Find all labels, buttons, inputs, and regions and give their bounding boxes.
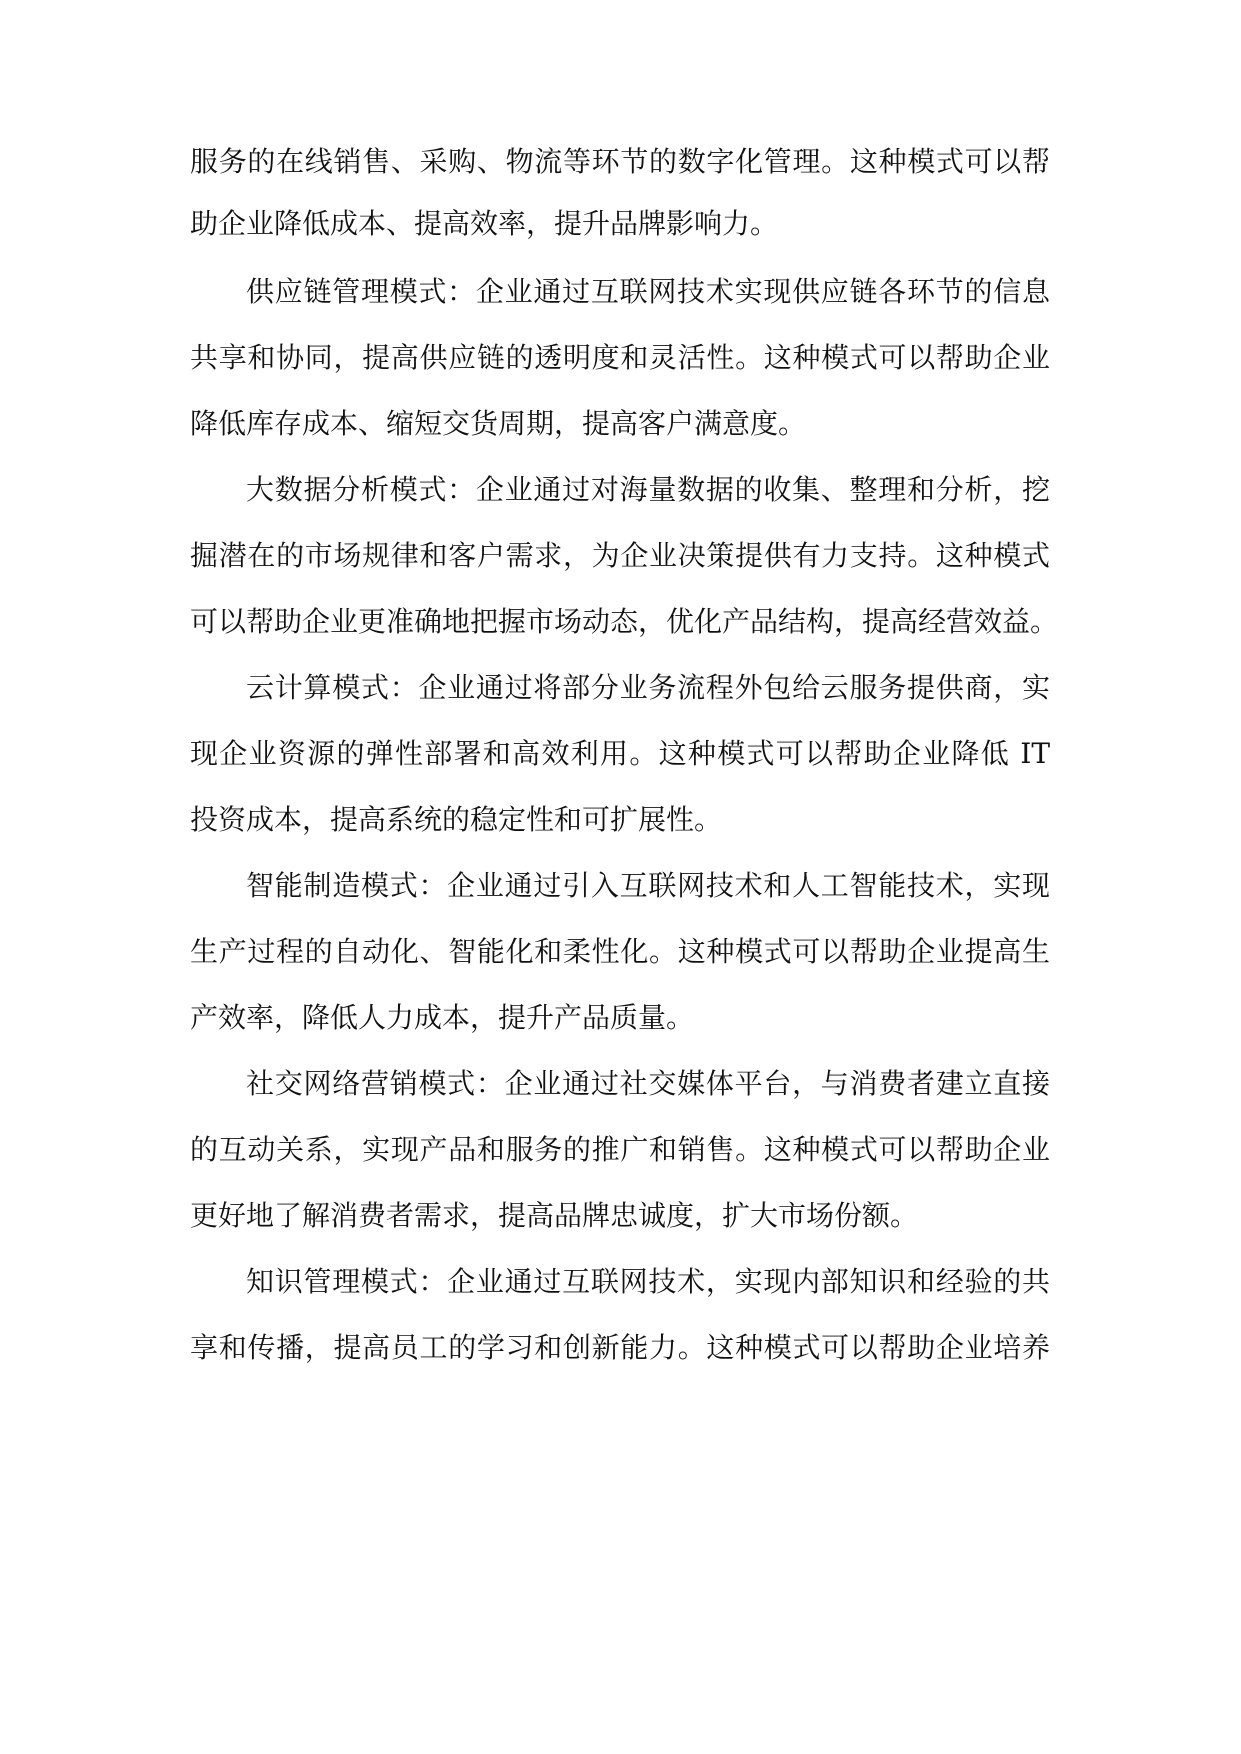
paragraph-line: 更好地了解消费者需求，提高品牌忠诚度，扩大市场份额。 [190, 1199, 919, 1232]
paragraph-line: 掘潜在的市场规律和客户需求，为企业决策提供有力支持。这种模式 [190, 539, 1050, 572]
paragraph-line: 社交网络营销模式：企业通过社交媒体平台，与消费者建立直接 [246, 1067, 1050, 1100]
paragraph-line: 供应链管理模式：企业通过互联网技术实现供应链各环节的信息 [246, 275, 1050, 308]
paragraph-line: 助企业降低成本、提高效率，提升品牌影响力。 [190, 207, 779, 240]
paragraph-line: 知识管理模式：企业通过互联网技术，实现内部知识和经验的共 [246, 1265, 1050, 1298]
paragraph-line: 现企业资源的弹性部署和高效利用。这种模式可以帮助企业降低 IT [190, 737, 1050, 770]
paragraph-line: 产效率，降低人力成本，提升产品质量。 [190, 1001, 695, 1034]
paragraph-line: 智能制造模式：企业通过引入互联网技术和人工智能技术，实现 [246, 869, 1050, 902]
paragraph-line: 生产过程的自动化、智能化和柔性化。这种模式可以帮助企业提高生 [190, 935, 1050, 968]
paragraph-line: 降低库存成本、缩短交货周期，提高客户满意度。 [190, 407, 807, 440]
paragraph-line: 服务的在线销售、采购、物流等环节的数字化管理。这种模式可以帮 [190, 145, 1050, 178]
paragraph-line: 投资成本，提高系统的稳定性和可扩展性。 [190, 803, 723, 836]
paragraph-line: 云计算模式：企业通过将部分业务流程外包给云服务提供商，实 [246, 671, 1050, 704]
paragraph-line: 可以帮助企业更准确地把握市场动态，优化产品结构，提高经营效益。 [190, 605, 1059, 638]
paragraph-line: 享和传播，提高员工的学习和创新能力。这种模式可以帮助企业培养 [190, 1331, 1050, 1364]
paragraph-line: 大数据分析模式：企业通过对海量数据的收集、整理和分析，挖 [246, 473, 1050, 506]
paragraph-line: 的互动关系，实现产品和服务的推广和销售。这种模式可以帮助企业 [190, 1133, 1050, 1166]
paragraph-line: 共享和协同，提高供应链的透明度和灵活性。这种模式可以帮助企业 [190, 341, 1050, 374]
